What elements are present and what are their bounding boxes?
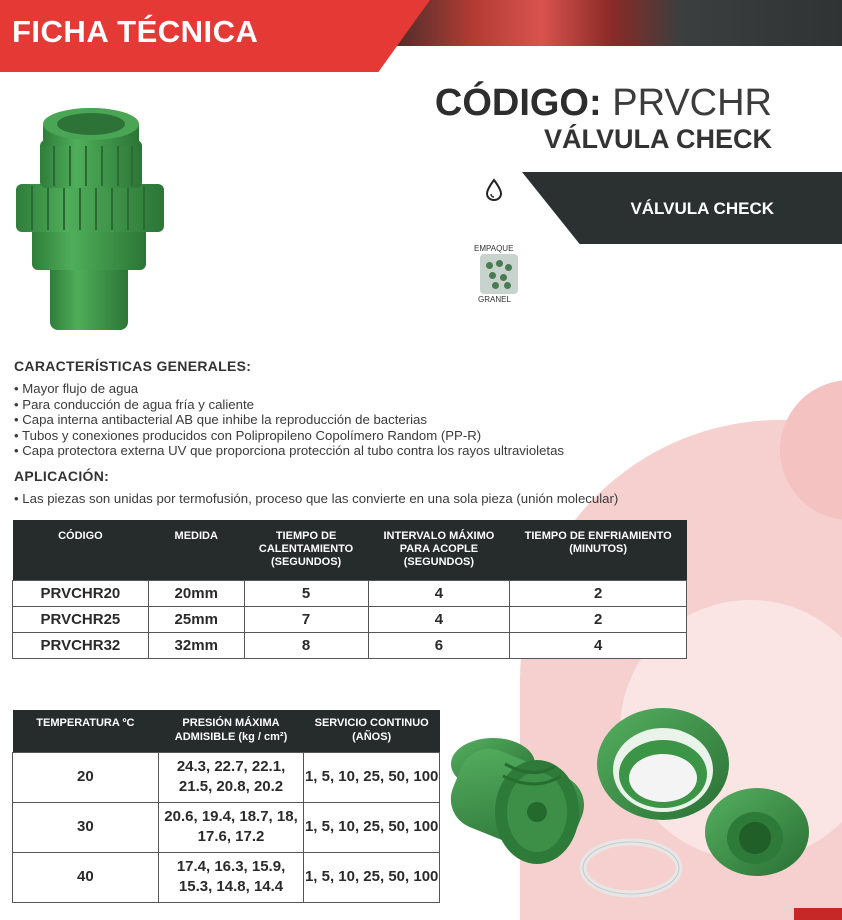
list-item: • Tubos y conexiones producidos con Polipropileno Copolímero Random (PP-R) bbox=[14, 428, 564, 444]
column-header: TIEMPO DE CALENTAMIENTO (SEGUNDOS) bbox=[244, 520, 368, 580]
pressure-table bbox=[12, 710, 440, 903]
column-header: SERVICIO CONTINUO (AÑOS) bbox=[304, 710, 440, 752]
list-item: • Las piezas son unidas por termofusión, proceso que las convierte en una sola pieza (unión molecular) bbox=[14, 491, 618, 507]
table-cell: 4 bbox=[368, 606, 510, 632]
table-cell: 30 bbox=[13, 802, 159, 852]
code-label: CÓDIGO: bbox=[434, 82, 602, 124]
page-title: FICHA TÉCNICA bbox=[12, 14, 259, 49]
water-drop-icon bbox=[484, 178, 504, 202]
table-header-row bbox=[13, 520, 687, 580]
header-product-photo bbox=[380, 0, 842, 46]
table-cell: 7 bbox=[244, 606, 368, 632]
table-cell: 2 bbox=[510, 606, 687, 632]
product-code-title bbox=[435, 82, 772, 125]
check-valve-product-image bbox=[10, 104, 170, 336]
table-cell: 24.3, 22.7, 22.1, 21.5, 20.8, 20.2 bbox=[158, 752, 304, 802]
table-row bbox=[13, 852, 440, 902]
footer-red-accent bbox=[794, 908, 842, 920]
column-header: TIEMPO DE ENFRIAMIENTO (MINUTOS) bbox=[510, 520, 687, 580]
empaque-label: EMPAQUE bbox=[474, 244, 514, 253]
table-cell: 8 bbox=[244, 632, 368, 658]
table-cell: 1, 5, 10, 25, 50, 100 bbox=[304, 852, 440, 902]
table-cell: 20.6, 19.4, 18.7, 18, 17.6, 17.2 bbox=[158, 802, 304, 852]
banner-label: VÁLVULA CHECK bbox=[630, 199, 774, 218]
column-header: PRESIÓN MÁXIMA ADMISIBLE (kg / cm²) bbox=[158, 710, 304, 752]
table-cell: PRVCHR32 bbox=[13, 632, 149, 658]
column-header: MEDIDA bbox=[148, 520, 244, 580]
table-cell: 40 bbox=[13, 852, 159, 902]
table-cell: 4 bbox=[368, 580, 510, 606]
column-header: INTERVALO MÁXIMO PARA ACOPLE (SEGUNDOS) bbox=[368, 520, 510, 580]
header bbox=[0, 0, 842, 72]
table-row bbox=[13, 752, 440, 802]
characteristics-list bbox=[14, 381, 564, 459]
table-cell: 32mm bbox=[148, 632, 244, 658]
column-header: TEMPERATURA ºC bbox=[13, 710, 159, 752]
table-cell: 20mm bbox=[148, 580, 244, 606]
table-cell: 5 bbox=[244, 580, 368, 606]
table-cell: 20 bbox=[13, 752, 159, 802]
table-cell: 1, 5, 10, 25, 50, 100 bbox=[304, 802, 440, 852]
packaging-bag-image bbox=[480, 254, 518, 294]
specs-table bbox=[12, 520, 687, 659]
granel-label: GRANEL bbox=[478, 295, 511, 304]
application-title: APLICACIÓN: bbox=[14, 468, 110, 484]
table-row bbox=[13, 606, 687, 632]
table-row bbox=[13, 580, 687, 606]
table-cell: 25mm bbox=[148, 606, 244, 632]
application-list bbox=[14, 491, 618, 507]
exploded-parts-image bbox=[445, 700, 842, 920]
table-cell: 1, 5, 10, 25, 50, 100 bbox=[304, 752, 440, 802]
table-header-row bbox=[13, 710, 440, 752]
table-cell: 6 bbox=[368, 632, 510, 658]
table-row bbox=[13, 802, 440, 852]
characteristics-title: CARACTERÍSTICAS GENERALES: bbox=[14, 358, 252, 374]
product-name: VÁLVULA CHECK bbox=[544, 124, 772, 154]
table-cell: 2 bbox=[510, 580, 687, 606]
column-header: CÓDIGO bbox=[13, 520, 149, 580]
table-cell: PRVCHR25 bbox=[13, 606, 149, 632]
table-cell: 17.4, 16.3, 15.9, 15.3, 14.8, 14.4 bbox=[158, 852, 304, 902]
list-item: • Mayor flujo de agua bbox=[14, 381, 564, 397]
table-cell: 4 bbox=[510, 632, 687, 658]
table-row bbox=[13, 632, 687, 658]
code-value: PRVCHR bbox=[612, 82, 772, 124]
list-item: • Capa protectora externa UV que proporciona protección al tubo contra los rayos ultravioletas bbox=[14, 443, 564, 459]
table-cell: PRVCHR20 bbox=[13, 580, 149, 606]
list-item: • Para conducción de agua fría y caliente bbox=[14, 397, 564, 413]
list-item: • Capa interna antibacterial AB que inhibe la reproducción de bacterias bbox=[14, 412, 564, 428]
